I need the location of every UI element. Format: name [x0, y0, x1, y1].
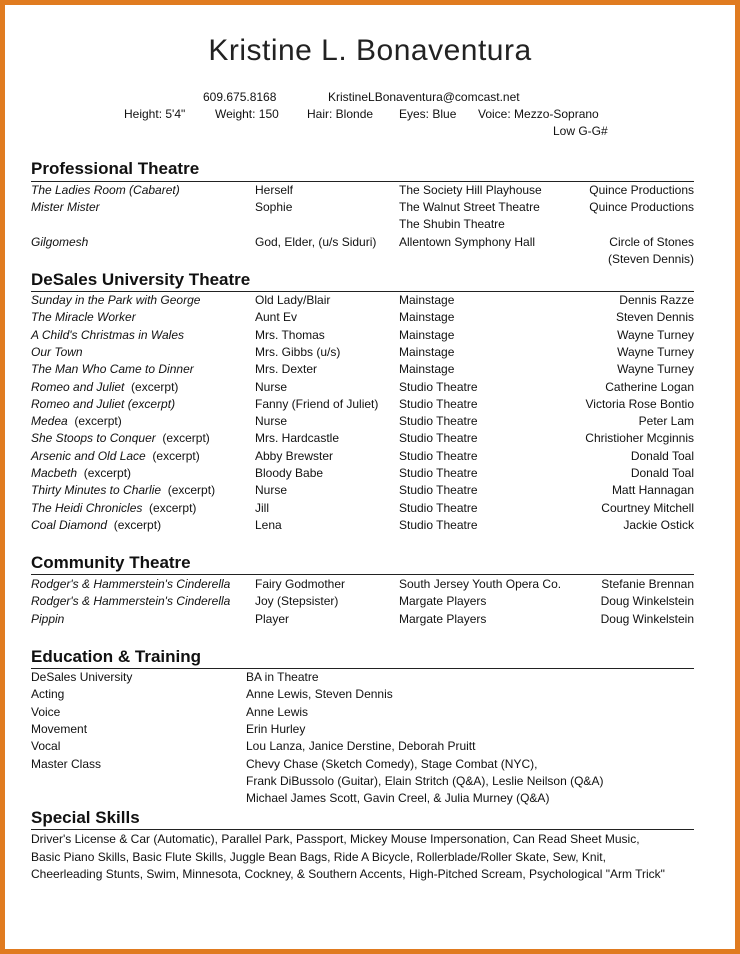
credit-director: Doug Winkelstein — [600, 612, 694, 626]
show-note: (excerpt) — [155, 431, 210, 445]
show-title: A Child's Christmas in Wales — [31, 328, 184, 342]
credit-role: Player — [255, 612, 290, 626]
section-divider — [31, 291, 694, 292]
education-label: Voice — [31, 705, 61, 719]
show-note: (excerpt) — [145, 449, 200, 463]
hair: Hair: Blonde — [307, 107, 374, 121]
section-title-skills: Special Skills — [31, 808, 140, 827]
credit-show — [31, 483, 215, 497]
show-title: The Heidi Chronicles — [31, 501, 143, 515]
credit-venue: Studio Theatre — [399, 466, 478, 480]
resume-name: Kristine L. Bonaventura — [208, 34, 532, 67]
credit-venue: Studio Theatre — [399, 397, 478, 411]
credit-role: Fairy Godmother — [255, 577, 346, 591]
section-title-desales: DeSales University Theatre — [31, 270, 251, 289]
credit-role: Mrs. Thomas — [255, 328, 325, 342]
education-value: Chevy Chase (Sketch Comedy), Stage Combat (NYC), — [246, 757, 538, 771]
credit-role: Joy (Stepsister) — [255, 594, 339, 608]
show-title: Romeo and Juliet (excerpt) — [31, 397, 176, 411]
credit-show — [31, 293, 200, 307]
credit-director: Victoria Rose Bontio — [585, 397, 694, 411]
credit-role: Jill — [255, 501, 269, 515]
skills-text — [31, 831, 711, 884]
credit-show — [31, 362, 194, 376]
show-title: Our Town — [31, 345, 83, 359]
credit-venue: Mainstage — [399, 310, 455, 324]
credit-show — [31, 310, 136, 324]
show-note: (excerpt) — [77, 466, 132, 480]
credit-director: Christioher Mcginnis — [585, 431, 694, 445]
education-label: Movement — [31, 722, 88, 736]
credit-company: Quince Productions — [589, 183, 694, 197]
credit-venue: Studio Theatre — [399, 518, 478, 532]
show-title: Coal Diamond — [31, 518, 108, 532]
education-value: BA in Theatre — [246, 670, 319, 684]
vocal-range: Low G-G# — [553, 124, 608, 138]
credit-role: Nurse — [255, 414, 288, 428]
credit-director: Wayne Turney — [617, 362, 694, 376]
credit-venue: Studio Theatre — [399, 380, 478, 394]
education-value: Erin Hurley — [246, 722, 306, 736]
show-title: Sunday in the Park with George — [31, 293, 201, 307]
credit-show — [31, 449, 200, 463]
credit-role: Mrs. Hardcastle — [255, 431, 340, 445]
show-title: Arsenic and Old Lace — [31, 449, 146, 463]
credit-show: Pippin — [31, 612, 65, 626]
section-title-community: Community Theatre — [31, 553, 191, 572]
credit-venue: Mainstage — [399, 345, 455, 359]
credit-director: Catherine Logan — [605, 380, 694, 394]
credit-show: Rodger's & Hammerstein's Cinderella — [31, 577, 231, 591]
section-title-professional: Professional Theatre — [31, 159, 200, 178]
credit-venue: Studio Theatre — [399, 449, 478, 463]
credit-show — [31, 518, 161, 532]
height: Height: 5'4" — [124, 107, 186, 121]
credit-show — [31, 431, 210, 445]
show-note: (excerpt) — [107, 518, 162, 532]
credit-director: Jackie Ostick — [623, 518, 694, 532]
education-label: DeSales University — [31, 670, 133, 684]
credit-show — [31, 414, 122, 428]
credit-venue: Studio Theatre — [399, 414, 478, 428]
show-note: (excerpt) — [67, 414, 122, 428]
credit-show — [31, 501, 196, 515]
credit-venue: Studio Theatre — [399, 501, 478, 515]
education-label: Master Class — [31, 757, 102, 771]
credit-venue: Studio Theatre — [399, 431, 478, 445]
credit-role: Herself — [255, 183, 294, 197]
credit-venue: Margate Players — [399, 594, 487, 608]
credit-role: Mrs. Gibbs (u/s) — [255, 345, 341, 359]
credit-venue: The Shubin Theatre — [399, 217, 505, 231]
credit-show — [31, 380, 178, 394]
credit-role: Bloody Babe — [255, 466, 324, 480]
credit-venue: The Walnut Street Theatre — [399, 200, 540, 214]
credit-company: Quince Productions — [589, 200, 694, 214]
show-note: (excerpt) — [124, 380, 179, 394]
credit-show — [31, 345, 83, 359]
show-note: (excerpt) — [161, 483, 216, 497]
credit-director: Doug Winkelstein — [600, 594, 694, 608]
credit-director: Wayne Turney — [617, 328, 694, 342]
credit-role: Mrs. Dexter — [255, 362, 318, 376]
show-title: Thirty Minutes to Charlie — [31, 483, 162, 497]
education-value: Michael James Scott, Gavin Creel, & Julia Murney (Q&A) — [246, 791, 550, 805]
show-title: The Man Who Came to Dinner — [31, 362, 194, 376]
education-label: Acting — [31, 687, 65, 701]
credit-show — [31, 466, 131, 480]
credit-role: Nurse — [255, 483, 288, 497]
credit-role: God, Elder, (u/s Siduri) — [255, 235, 377, 249]
credit-director: Donald Toal — [630, 466, 694, 480]
credit-venue: South Jersey Youth Opera Co. — [399, 577, 562, 591]
show-title: The Miracle Worker — [31, 310, 136, 324]
credit-show — [31, 397, 175, 411]
show-title: She Stoops to Conquer — [31, 431, 156, 445]
credit-role: Fanny (Friend of Juliet) — [255, 397, 379, 411]
credit-venue: Studio Theatre — [399, 483, 478, 497]
section-divider — [31, 829, 694, 830]
credit-show — [31, 328, 184, 342]
credit-director: Courtney Mitchell — [601, 501, 694, 515]
credit-show: The Ladies Room (Cabaret) — [31, 183, 180, 197]
credit-show: Gilgomesh — [31, 235, 89, 249]
email: KristineLBonaventura@comcast.net — [328, 90, 520, 104]
credit-company-director: (Steven Dennis) — [607, 252, 694, 266]
show-title: Romeo and Juliet — [31, 380, 125, 394]
credit-venue: Mainstage — [399, 362, 455, 376]
credit-company: Circle of Stones — [609, 235, 694, 249]
education-value: Frank DiBussolo (Guitar), Elain Stritch (Q&A), Leslie Neilson (Q&A) — [246, 774, 604, 788]
section-title-education: Education & Training — [31, 647, 202, 666]
credit-show: Rodger's & Hammerstein's Cinderella — [31, 594, 231, 608]
show-note: (excerpt) — [142, 501, 197, 515]
voice: Voice: Mezzo-Soprano — [478, 107, 599, 121]
education-value: Lou Lanza, Janice Derstine, Deborah Pruitt — [246, 739, 476, 753]
show-title: Medea — [31, 414, 68, 428]
credit-director: Steven Dennis — [615, 310, 694, 324]
credit-venue: Allentown Symphony Hall — [399, 235, 536, 249]
credit-director: Matt Hannagan — [611, 483, 694, 497]
education-value: Anne Lewis — [246, 705, 309, 719]
section-divider — [31, 668, 694, 669]
credit-role: Abby Brewster — [255, 449, 334, 463]
weight: Weight: 150 — [215, 107, 279, 121]
show-title: Macbeth — [31, 466, 78, 480]
eyes: Eyes: Blue — [399, 107, 457, 121]
credit-venue: The Society Hill Playhouse — [399, 183, 542, 197]
credit-venue: Margate Players — [399, 612, 487, 626]
phone: 609.675.8168 — [203, 90, 277, 104]
credit-director: Stefanie Brennan — [601, 577, 694, 591]
credit-venue: Mainstage — [399, 293, 455, 307]
credit-role: Sophie — [255, 200, 293, 214]
credit-role: Lena — [255, 518, 282, 532]
credit-director: Wayne Turney — [617, 345, 694, 359]
skills-line: Basic Piano Skills, Basic Flute Skills, Juggle Bean Bags, Ride A Bicycle, Rollerblade/Roller Skate, Sew, Knit, — [31, 849, 606, 864]
credit-role: Old Lady/Blair — [255, 293, 331, 307]
skills-line: Driver's License & Car (Automatic), Parallel Park, Passport, Mickey Mouse Impersonation, Can Read Sheet Music, — [31, 832, 640, 846]
credit-role: Aunt Ev — [255, 310, 298, 324]
credit-director: Dennis Razze — [619, 293, 694, 307]
section-divider — [31, 181, 694, 182]
skills-line: Cheerleading Stunts, Swim, Minnesota, Cockney, & Southern Accents, High-Pitched Scream, Psychological "Arm Trick" — [31, 867, 665, 881]
education-label: Vocal — [31, 739, 61, 753]
credit-director: Peter Lam — [638, 414, 694, 428]
credit-show: Mister Mister — [31, 200, 100, 214]
credit-venue: Mainstage — [399, 328, 455, 342]
education-value: Anne Lewis, Steven Dennis — [246, 687, 393, 701]
credit-role: Nurse — [255, 380, 288, 394]
credit-director: Donald Toal — [630, 449, 694, 463]
section-divider — [31, 574, 694, 575]
